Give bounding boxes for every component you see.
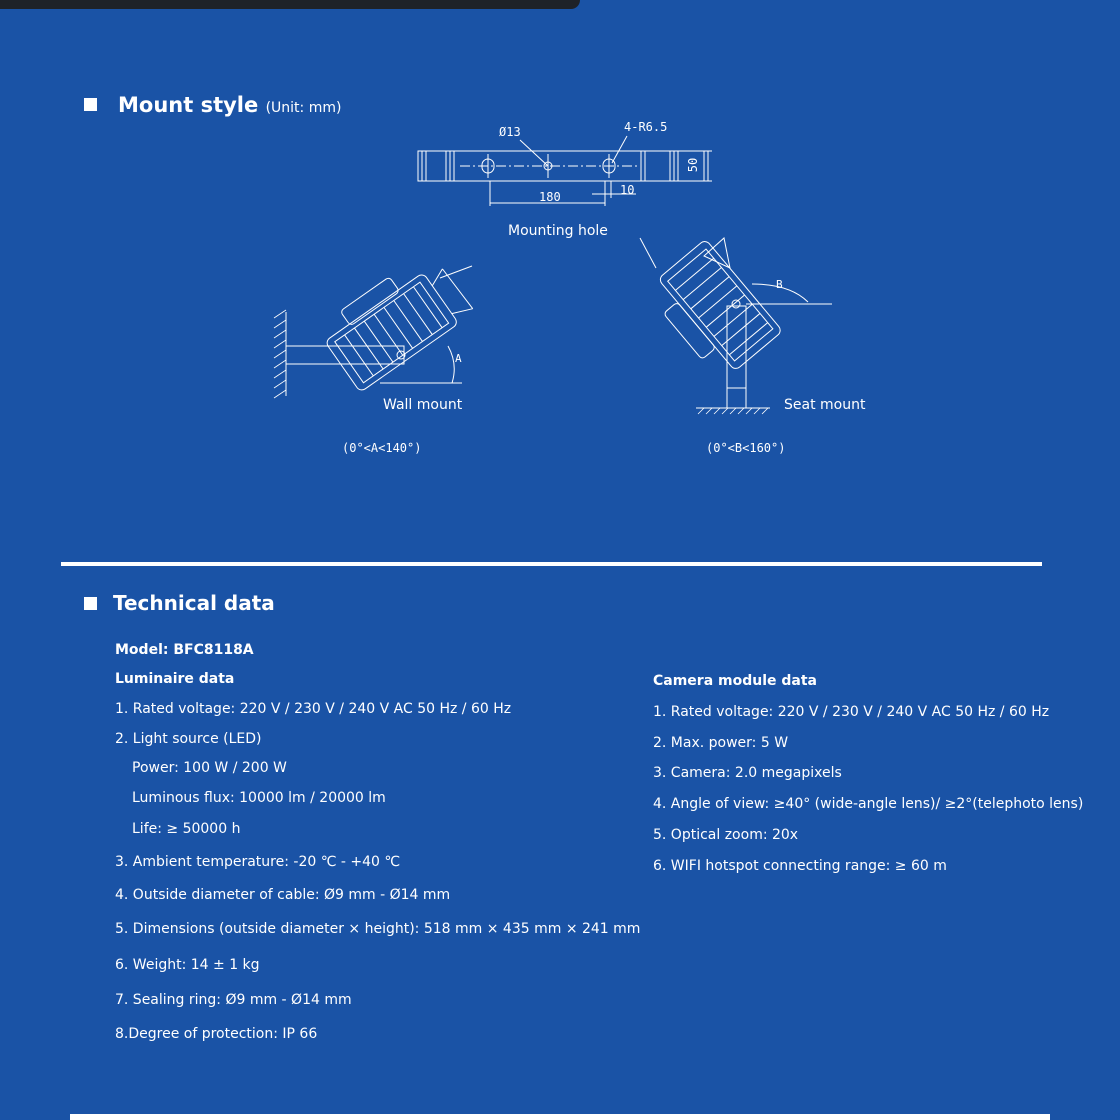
model-label: Model: BFC8118A <box>115 642 254 658</box>
luminaire-spec-line: 8.Degree of protection: IP 66 <box>115 1026 318 1042</box>
luminaire-spec-line: 2. Light source (LED) <box>115 731 262 747</box>
luminaire-spec-line: Life: ≥ 50000 h <box>132 821 241 837</box>
mount-unit-label: (Unit: mm) <box>265 100 342 116</box>
section-bullet-icon <box>84 597 97 610</box>
luminaire-spec-line: 1. Rated voltage: 220 V / 230 V / 240 V AC 50 Hz / 60 Hz <box>115 701 512 717</box>
bottom-border-line <box>70 1114 1050 1120</box>
mounting-hole-plate <box>418 136 712 206</box>
camera-spec-line: 2. Max. power: 5 W <box>653 735 789 751</box>
camera-heading: Camera module data <box>653 673 818 689</box>
camera-spec-line: 5. Optical zoom: 20x <box>653 827 799 843</box>
wall-angle-range: (0°<A<140°) <box>342 441 422 455</box>
dim-10: 10 <box>620 183 635 197</box>
luminaire-spec-line: 6. Weight: 14 ± 1 kg <box>115 957 260 973</box>
dim-diameter-13: Ø13 <box>499 125 521 139</box>
luminaire-heading: Luminaire data <box>115 671 235 687</box>
angle-a-label: A <box>455 352 462 365</box>
dim-50: 50 <box>686 157 701 173</box>
dim-4-r65: 4-R6.5 <box>624 120 668 134</box>
camera-spec-line: 6. WIFI hotspot connecting range: ≥ 60 m <box>653 858 947 874</box>
camera-spec-line: 3. Camera: 2.0 megapixels <box>653 765 842 781</box>
mount-style-heading: Mount style <box>118 93 259 117</box>
luminaire-spec-line: 5. Dimensions (outside diameter × height): 518 mm × 435 mm × 241 mm <box>115 921 641 937</box>
camera-spec-line: 4. Angle of view: ≥40° (wide-angle lens)/ ≥2°(telephoto lens) <box>653 796 1084 812</box>
seat-angle-range: (0°<B<160°) <box>706 441 786 455</box>
camera-spec-line: 1. Rated voltage: 220 V / 230 V / 240 V AC 50 Hz / 60 Hz <box>653 704 1050 720</box>
luminaire-spec-line: Luminous flux: 10000 lm / 20000 lm <box>132 790 386 806</box>
seat-mount-label: Seat mount <box>784 397 866 413</box>
luminaire-spec-line: 7. Sealing ring: Ø9 mm - Ø14 mm <box>115 992 352 1008</box>
mounting-hole-label: Mounting hole <box>508 223 608 239</box>
technical-data-title: Technical data <box>113 591 275 615</box>
luminaire-spec-line: Power: 100 W / 200 W <box>132 760 287 776</box>
seat-mount-drawing <box>640 238 832 414</box>
wall-mount-drawing <box>274 248 475 398</box>
luminaire-spec-line: 3. Ambient temperature: -20 ℃ - +40 ℃ <box>115 854 401 870</box>
wall-mount-label: Wall mount <box>383 397 463 413</box>
dim-180: 180 <box>539 190 561 204</box>
section-divider <box>61 562 1042 566</box>
angle-b-label: B <box>776 278 783 291</box>
luminaire-spec-line: 4. Outside diameter of cable: Ø9 mm - Ø14 mm <box>115 887 451 903</box>
